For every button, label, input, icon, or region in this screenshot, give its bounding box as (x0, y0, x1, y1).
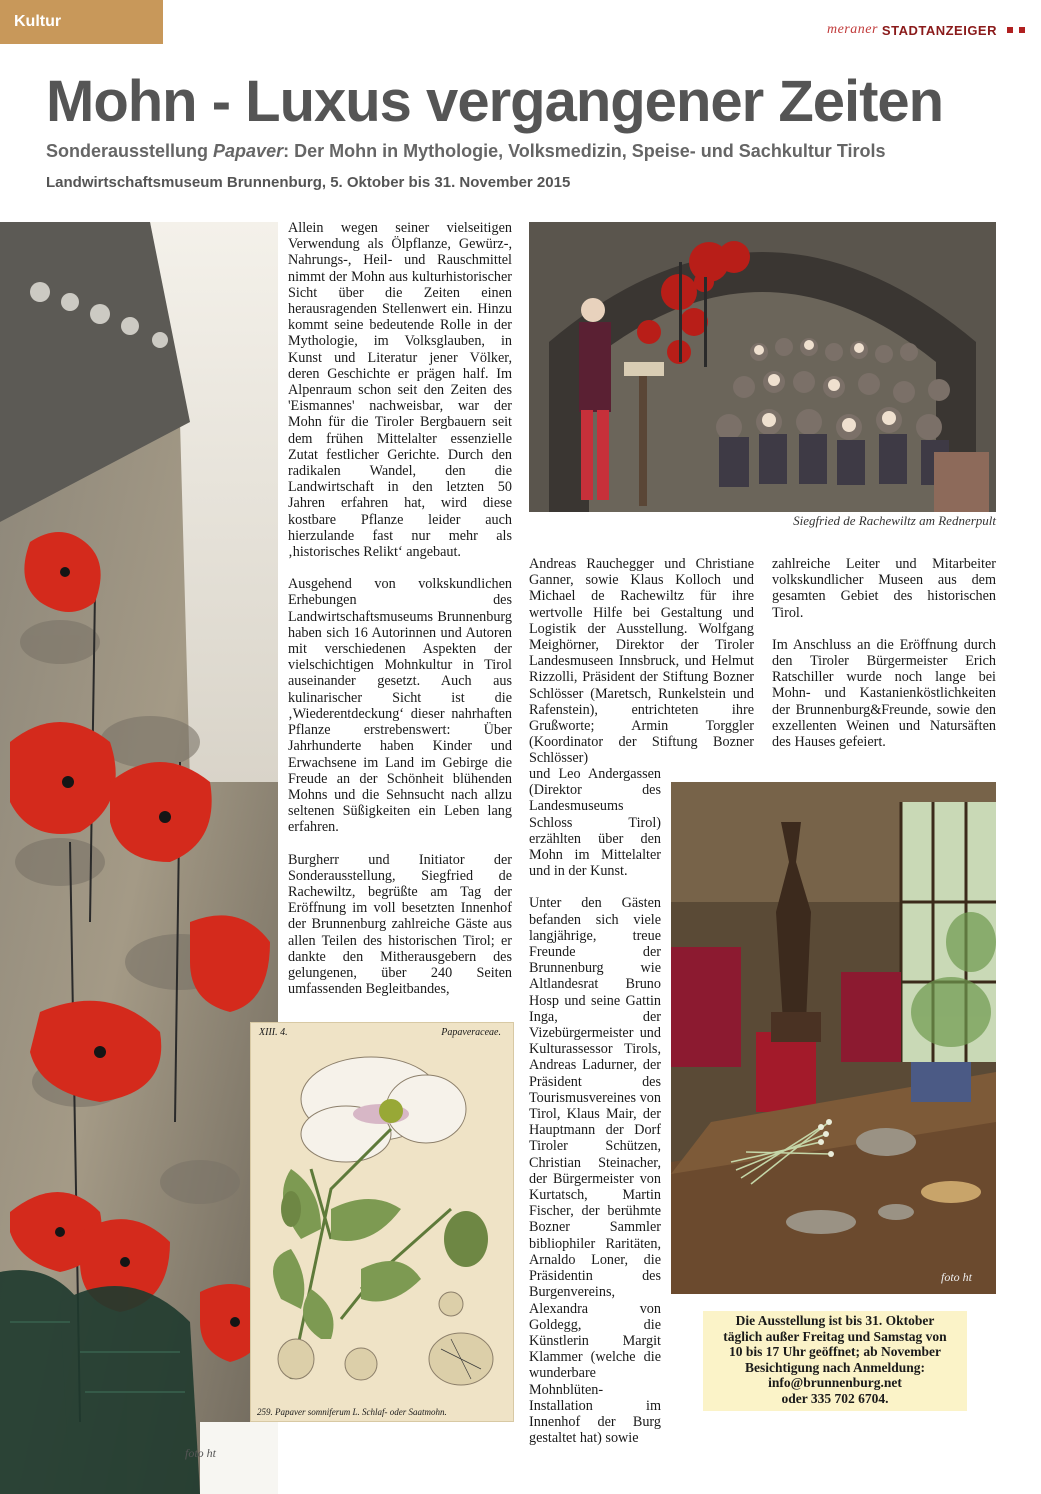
section-tag: Kultur (0, 0, 163, 44)
paragraph: Ausgehend von volkskundlichen Erhebungen des Landwirtschaftsmuseums Brunnenburg haben sich 16 Autorinnen und Autoren mit verschiedenen Aspekten der vielschichtigen Mohnkultur in Tirol auseinander gesetzt. Auch aus kulinarischer Sicht ist die ‚Wiederentdeckung‘ dieser nahrhaften Pflanze erstrebenswert: Über Jahrhunderte haben Kinder und Erwachsene im Land im Gebirge die Freude an der Schönheit blühenden Mohns und die Sehnsucht nach allzu seltenen Süßigkeiten ein Leben lang erfahren. (288, 576, 512, 836)
article-column-2-upper (529, 556, 754, 767)
masthead-square-icon (1019, 27, 1025, 33)
info-line: Die Ausstellung ist bis 31. Oktober (735, 1313, 935, 1328)
paragraph: Allein wegen seiner vielseitigen Verwendung als Ölpflanze, Gewürz-, Nahrungs-, Heil- und Rauschmittel nimmt der Mohn aus kulturhistorischer Sicht über die Zeiten einen herausragenden Stellenwert ein. Hinzu kommt seine bedeutende Rolle in der Mythologie, im Volksglauben, in Kunst und Literatur jener Völker, deren Geschichte er prägen half. Im Alpenraum schon seit den Zeiten des 'Eismannes' nachweisbar, war der Mohn für die Tiroler Bergbauern seit dem frühen Mittelalter essenzielle Zutat festlicher Gerichte. Durch den radikalen Wandel, den die Landwirtschaft in den letzten 50 Jahren erfahren hat, wird diese kostbare Pflanze leider auch hierzulande fast nur mehr als ‚historisches Relikt‘ angebaut. (288, 220, 512, 561)
dateline: Landwirtschaftsmuseum Brunnenburg, 5. Oktober bis 31. November 2015 (46, 174, 571, 191)
exhibition-info-box (703, 1311, 967, 1411)
info-line: Besichtigung nach Anmeldung: (744, 1359, 926, 1375)
paragraph: Im Anschluss an die Eröffnung durch den Tiroler Bürgermeister Erich Ratschiller wurde noch lange bei Mohn- und Kastanienköstlichkeiten der Brunnenburg&Freunde, sowie den exzellenten Weinen und Natursäften des Hauses gefeiert. (772, 636, 996, 751)
info-line: 10 bis 17 Uhr geöffnet; ab November (729, 1344, 941, 1359)
subhead (46, 141, 886, 162)
masthead-part2: STADTANZEIGER (881, 22, 997, 38)
photo-caption-speaker: Siegfried de Rachewiltz am Rednerpult (793, 513, 996, 528)
speaker-photo (529, 222, 996, 512)
subhead-pre: Sonderausstellung (46, 141, 214, 161)
info-email: info@brunnenburg.net (768, 1375, 902, 1390)
article-column-3 (772, 556, 996, 766)
paragraph: zahlreiche Leiter und Mitarbeiter volkskundlicher Museen aus dem gesamten Gebiet des historischen Tirol. (772, 556, 996, 621)
article-column-2-lower (529, 766, 661, 1462)
plate-species: 259. Papaver somniferum L. Schlaf- oder Saatmohn. (257, 1407, 447, 1417)
paragraph: Unter den Gästen befanden sich viele langjährige, treue Freunde der Brunnenburg wie Altlandesrat Bruno Hosp und seine Gattin Inga, der Vizebürgermeister und Kulturassessor Tirols, Andreas Ladurner, der Präsident des Tourismusvereines von Tirol, Klaus Mair, der Hauptmann der Dorf Tiroler Schützen, Christian Steinacher, der Bürgermeister von Kurtatsch, Martin Fischer, der berühmte Bozner Sammler bibliophiler Raritäten, Arnaldo Loner, die Präsidentin des Burgenvereins, Alexandra von Goldegg, die Künstlerin Margit Klammer (welche die wunderbare Mohnblüten-Installation im Innenhof der Burg gestaltet hat) sowie (529, 895, 661, 1447)
masthead-square-icon (1007, 27, 1013, 33)
info-line: täglich außer Freitag und Samstag von (723, 1328, 947, 1344)
botanical-illustration (250, 1022, 514, 1422)
paragraph: Burgherr und Initiator der Sonderausstellung, Siegfried de Rachewiltz, begrüßte am Tag der Eröffnung im voll besetzten Innenhof der Brunnenburg zahlreiche Gäste aus allen Teilen des historischen Tirol; er dankte den Mitherausgebern des gelungenen, über 240 Seiten umfassenden Begleitbandes, (288, 851, 512, 998)
masthead-part1: meraner (826, 22, 878, 37)
photo-credit-right: foto ht (941, 1270, 973, 1284)
paragraph: Andreas Rauchegger und Christiane Ganner, sowie Klaus Kolloch und Michael de Rachewiltz für ihre wertvolle Hilfe bei Gestaltung und Logistik der Ausstellung. Wolfgang Meighörner, Direktor der Tiroler Landesmuseen Innsbruck, und Helmut Rizzolli, Präsident der Stiftung Bozner Schlösser (Maretsch, Runkelstein und Rafenstein), entrichteten ihre Grußworte; Armin Torggler (Koordinator der Stiftung Bozner Schlösser) (529, 556, 754, 767)
plate-family: Papaveraceae. (441, 1027, 501, 1038)
subhead-post: : Der Mohn in Mythologie, Volksmedizin, Speise- und Sachkultur Tirols (283, 141, 886, 161)
paragraph: und Leo Andergassen (Direktor des Landesmuseums Schloss Tirol) erzählten über den Mohn im Mittelalter und in der Kunst. (529, 766, 661, 880)
headline: Mohn - Luxus vergangener Zeiten (46, 69, 944, 134)
plate-number: XIII. 4. (259, 1027, 288, 1038)
subhead-italic: Papaver (213, 141, 284, 161)
museum-room-photo (671, 782, 996, 1294)
photo-credit-left: foto ht (185, 1446, 217, 1460)
article-column-1 (288, 220, 512, 1013)
poppy-installation-photo (0, 222, 278, 1494)
masthead (827, 22, 1025, 38)
info-phone: oder 335 702 6704. (781, 1390, 889, 1406)
